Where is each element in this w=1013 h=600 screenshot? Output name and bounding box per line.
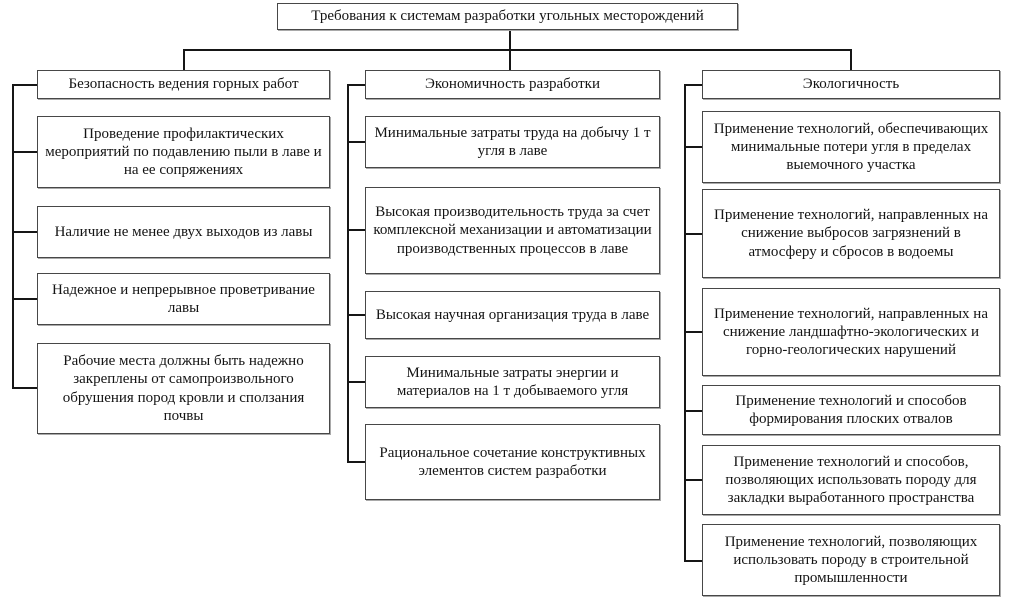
connector-stub-economy-4 [347, 381, 365, 383]
column-header-ecology: Экологичность [702, 70, 1000, 99]
connector-stub-safety-1 [12, 151, 37, 153]
economy-node-1: Минимальные затраты труда на добычу 1 т угля в лаве [365, 116, 660, 168]
connector-stub-ecology-1 [684, 146, 702, 148]
safety-node-1: Проведение профилактических мероприятий по подавлению пыли в лаве и на ее сопряжениях [37, 116, 330, 188]
economy-node-2: Высокая производительность труда за счет комплексной механизации и автоматизации производственных процессов в лаве [365, 187, 660, 274]
connector-stub-safety-header [12, 84, 37, 86]
connector-stub-ecology-2 [684, 233, 702, 235]
connector-stub-safety-4 [12, 387, 37, 389]
connector-stub-ecology-3 [684, 331, 702, 333]
economy-node-4: Минимальные затраты энергии и материалов на 1 т добываемого угля [365, 356, 660, 408]
connector-stub-ecology-5 [684, 479, 702, 481]
connector-stub-ecology-4 [684, 410, 702, 412]
safety-node-2: Наличие не менее двух выходов из лавы [37, 206, 330, 258]
connector-drop-safety [183, 49, 185, 70]
column-header-economy: Экономичность разработки [365, 70, 660, 99]
connector-drop-ecology [850, 49, 852, 70]
connector-spine-ecology [684, 84, 686, 562]
economy-node-3: Высокая научная организация труда в лаве [365, 291, 660, 339]
diagram-root-node: Требования к системам разработки угольных месторождений [277, 3, 738, 30]
ecology-node-4: Применение технологий и способов формирования плоских отвалов [702, 385, 1000, 435]
connector-stub-safety-3 [12, 298, 37, 300]
ecology-node-2: Применение технологий, направленных на снижение выбросов загрязнений в атмосферу и сбросов в водоемы [702, 189, 1000, 278]
connector-branch-bar [183, 49, 852, 51]
ecology-node-3: Применение технологий, направленных на снижение ландшафтно-экологических и горно-геологических нарушений [702, 288, 1000, 376]
connector-stub-ecology-header [684, 84, 702, 86]
safety-node-3: Надежное и непрерывное проветривание лавы [37, 273, 330, 325]
connector-stub-economy-1 [347, 141, 365, 143]
ecology-node-5: Применение технологий и способов, позволяющих использовать породу для закладки выработанного пространства [702, 445, 1000, 515]
connector-stub-economy-5 [347, 461, 365, 463]
connector-stub-economy-2 [347, 229, 365, 231]
ecology-node-1: Применение технологий, обеспечивающих минимальные потери угля в пределах выемочного участка [702, 111, 1000, 183]
connector-stub-economy-header [347, 84, 365, 86]
economy-node-5: Рациональное сочетание конструктивных элементов систем разработки [365, 424, 660, 500]
safety-node-4: Рабочие места должны быть надежно закреплены от самопроизвольного обрушения пород кровли и сползания почвы [37, 343, 330, 434]
connector-stub-economy-3 [347, 314, 365, 316]
connector-spine-safety [12, 84, 14, 389]
column-header-safety: Безопасность ведения горных работ [37, 70, 330, 99]
connector-stub-safety-2 [12, 231, 37, 233]
connector-stub-ecology-6 [684, 560, 702, 562]
ecology-node-6: Применение технологий, позволяющих использовать породу в строительной промышленности [702, 524, 1000, 596]
